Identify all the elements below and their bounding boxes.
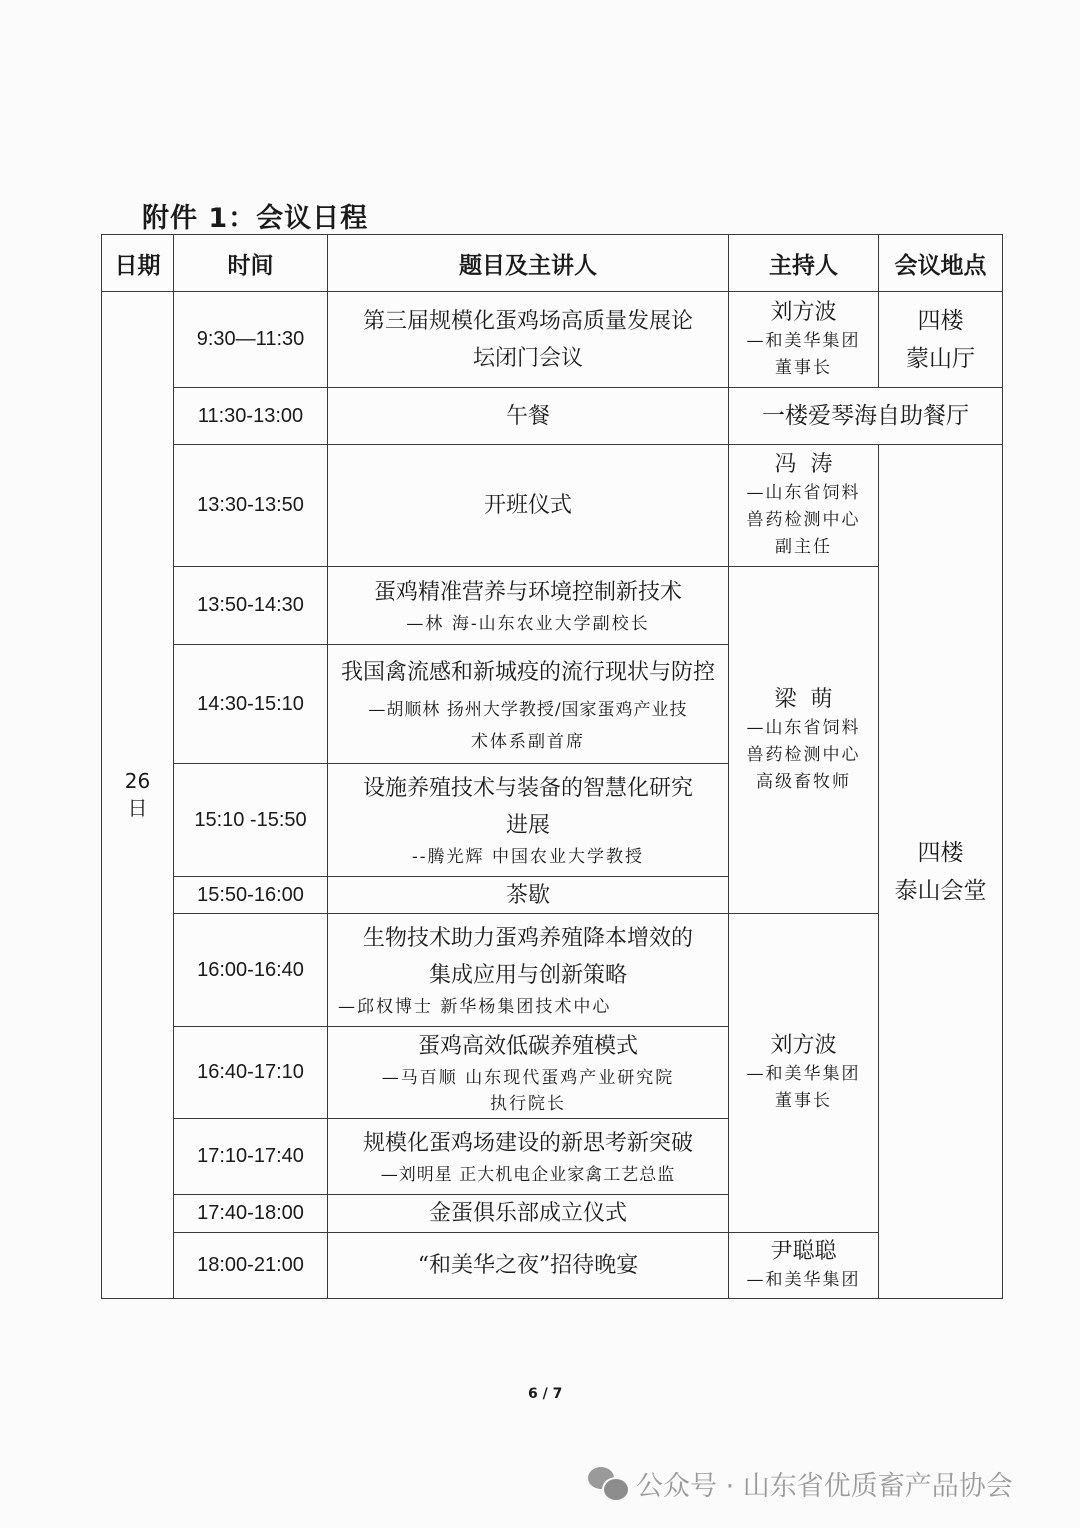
topic-speaker: —马百顺 山东现代蛋鸡产业研究院 xyxy=(381,1068,675,1088)
time-cell: 16:00-16:40 xyxy=(173,913,328,1027)
venue-line: 蒙山厅 xyxy=(906,345,975,372)
time-cell: 13:30-13:50 xyxy=(173,444,328,567)
topic-title: 我国禽流感和新城疫的流行现状与防控 xyxy=(340,659,715,685)
host-cell xyxy=(728,566,879,914)
host-cell xyxy=(728,444,879,567)
time-cell: 13:50-14:30 xyxy=(173,566,328,645)
venue-cell xyxy=(878,444,1003,1299)
topic-title: 坛闭门会议 xyxy=(472,345,583,371)
topic-title: 规模化蛋鸡场建设的新思考新突破 xyxy=(362,1131,693,1156)
header-topic: 题目及主讲人 xyxy=(327,234,729,292)
topic-title: 集成应用与创新策略 xyxy=(428,963,627,988)
time-cell: 15:10 -15:50 xyxy=(173,763,328,877)
host-name: 梁 萌 xyxy=(774,686,833,712)
host-title: —和美华集团 xyxy=(746,1064,861,1084)
host-cell xyxy=(728,913,879,1233)
venue-line: 一楼爱琴海自助餐厅 xyxy=(762,403,969,429)
host-title: 高级畜牧师 xyxy=(756,771,851,792)
host-name: 刘方波 xyxy=(770,1033,837,1058)
host-title: —山东省饲料 xyxy=(746,717,861,738)
header-host: 主持人 xyxy=(728,234,879,292)
time-cell: 17:40-18:00 xyxy=(173,1194,328,1233)
topic-title: 午餐 xyxy=(505,403,550,429)
host-title: 兽药检测中心 xyxy=(746,510,861,530)
topic-title: 进展 xyxy=(505,813,550,838)
time-cell: 9:30—11:30 xyxy=(173,291,328,388)
topic-title: 设施养殖技术与装备的智慧化研究 xyxy=(362,776,693,801)
host-title: —和美华集团 xyxy=(746,330,861,351)
time-cell: 18:00-21:00 xyxy=(173,1232,328,1299)
topic-title: 第三届规模化蛋鸡场高质量发展论 xyxy=(362,308,693,334)
date-unit: 日 xyxy=(127,796,148,820)
topic-cell xyxy=(327,566,729,645)
venue-cell-merged xyxy=(728,387,1003,445)
watermark-text: 公众号 · 山东省优质畜产品协会 xyxy=(636,1471,1013,1502)
topic-cell xyxy=(327,1118,729,1195)
topic-cell xyxy=(327,913,729,1027)
date-day: 26 xyxy=(124,769,151,793)
page-number: 6 / 7 xyxy=(528,1386,563,1402)
host-title: 董事长 xyxy=(775,1091,832,1111)
topic-speaker: 术体系副首席 xyxy=(471,731,585,752)
topic-cell xyxy=(327,1194,729,1233)
topic-speaker: —刘明星 正大机电企业家禽工艺总监 xyxy=(380,1165,676,1185)
topic-title: 蛋鸡精准营养与环境控制新技术 xyxy=(373,580,682,605)
host-name: 冯 涛 xyxy=(774,452,833,477)
header-date: 日期 xyxy=(101,234,174,292)
host-title: 副主任 xyxy=(775,537,832,557)
time-cell: 11:30-13:00 xyxy=(173,387,328,445)
host-cell xyxy=(728,1232,879,1299)
host-cell xyxy=(728,291,879,388)
venue-line: 四楼 xyxy=(917,839,964,866)
topic-cell xyxy=(327,387,729,445)
host-title: —和美华集团 xyxy=(746,1270,861,1290)
topic-speaker: —林 海-山东农业大学副校长 xyxy=(406,614,650,634)
topic-title: 金蛋俱乐部成立仪式 xyxy=(428,1201,627,1226)
topic-title: 生物技术助力蛋鸡养殖降本增效的 xyxy=(362,926,693,951)
topic-speaker: —胡顺林 扬州大学教授/国家蛋鸡产业技 xyxy=(368,699,688,720)
time-cell: 14:30-15:10 xyxy=(173,644,328,764)
topic-title: 蛋鸡高效低碳养殖模式 xyxy=(417,1034,638,1059)
venue-cell xyxy=(878,291,1003,388)
page-title: 附件 1：会议日程 xyxy=(142,203,369,234)
topic-speaker: --腾光辉 中国农业大学教授 xyxy=(412,847,644,867)
host-title: 兽药检测中心 xyxy=(746,744,861,765)
host-title: —山东省饲料 xyxy=(746,483,861,503)
topic-title: 开班仪式 xyxy=(483,493,572,518)
watermark xyxy=(588,1464,1013,1503)
topic-speaker: 执行院长 xyxy=(490,1094,566,1114)
topic-cell xyxy=(327,1232,729,1299)
topic-title: 茶歇 xyxy=(505,882,550,908)
venue-line: 泰山会堂 xyxy=(894,877,987,904)
venue-line: 四楼 xyxy=(917,307,964,334)
topic-cell xyxy=(327,763,729,877)
host-name: 尹聪聪 xyxy=(770,1239,837,1264)
header-venue: 会议地点 xyxy=(878,234,1003,292)
date-cell xyxy=(101,291,174,1299)
topic-cell xyxy=(327,1026,729,1119)
topic-cell xyxy=(327,876,729,914)
topic-speaker: —邱权博士 新华杨集团技术中心 xyxy=(338,997,612,1017)
topic-cell xyxy=(327,444,729,567)
host-name: 刘方波 xyxy=(770,299,837,325)
time-cell: 15:50-16:00 xyxy=(173,876,328,914)
topic-cell xyxy=(327,644,729,764)
time-cell: 16:40-17:10 xyxy=(173,1026,328,1119)
header-time: 时间 xyxy=(173,234,328,292)
time-cell: 17:10-17:40 xyxy=(173,1118,328,1195)
topic-title: “和美华之夜”招待晚宴 xyxy=(417,1253,639,1278)
wechat-icon xyxy=(588,1467,628,1501)
topic-cell xyxy=(327,291,729,388)
host-title: 董事长 xyxy=(775,357,832,378)
